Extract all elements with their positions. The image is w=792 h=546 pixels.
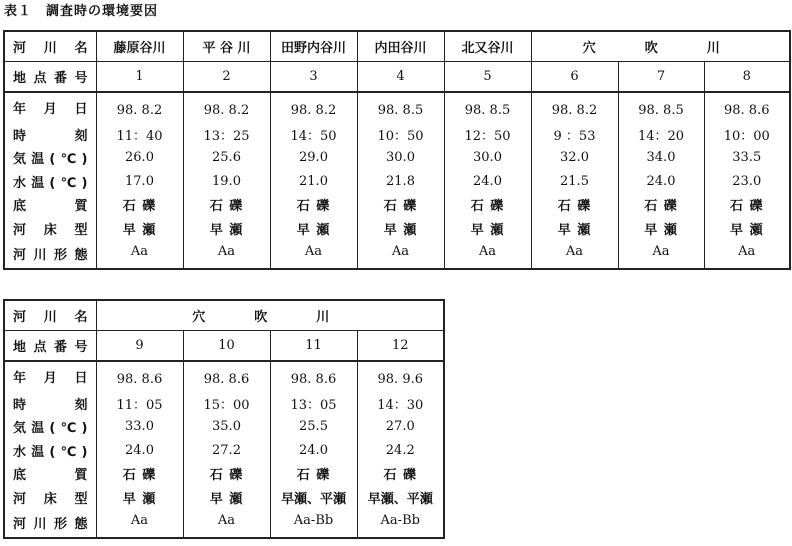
river-cell: 田野内谷川 bbox=[270, 31, 357, 62]
time-cell: 10：00 bbox=[704, 123, 790, 147]
date-row bbox=[4, 92, 790, 123]
form-row bbox=[4, 509, 444, 538]
date-cell: 98. 8.6 bbox=[704, 92, 790, 123]
bed-type-cell: 早 瀬 bbox=[704, 217, 790, 241]
form-cell: Aa bbox=[96, 509, 183, 538]
water-temp-cell: 24.0 bbox=[270, 439, 357, 463]
substrate-cell: 石 礫 bbox=[270, 193, 357, 217]
time-cell: 14：20 bbox=[618, 123, 704, 147]
time-row bbox=[4, 123, 790, 147]
row-label-river: 河川名 bbox=[4, 31, 96, 62]
air-temp-cell: 32.0 bbox=[531, 146, 618, 170]
date-cell: 98. 8.2 bbox=[531, 92, 618, 123]
substrate-cell: 石 礫 bbox=[618, 193, 704, 217]
row-label-site: 地点番号 bbox=[4, 62, 96, 93]
row-label-river: 河川名 bbox=[4, 300, 96, 331]
row-label-air-temp: 気温(℃) bbox=[4, 146, 96, 170]
bed-type-row bbox=[4, 486, 444, 510]
substrate-cell: 石 礫 bbox=[704, 193, 790, 217]
site-cell: 2 bbox=[183, 62, 270, 93]
river-name-row bbox=[4, 300, 444, 331]
row-label-bed-type: 河床型 bbox=[4, 486, 96, 510]
air-temp-cell: 26.0 bbox=[96, 146, 183, 170]
row-label-water-temp: 水温(℃) bbox=[4, 439, 96, 463]
site-cell: 1 bbox=[96, 62, 183, 93]
time-cell: 11：05 bbox=[96, 392, 183, 416]
bed-type-cell: 早瀬、平瀬 bbox=[270, 486, 357, 510]
site-cell: 12 bbox=[357, 331, 444, 362]
site-cell: 6 bbox=[531, 62, 618, 93]
water-temp-cell: 24.0 bbox=[444, 170, 531, 194]
row-label-substrate: 底質 bbox=[4, 193, 96, 217]
time-row bbox=[4, 392, 444, 416]
form-cell: Aa bbox=[357, 240, 444, 269]
site-cell: 4 bbox=[357, 62, 444, 93]
site-cell: 5 bbox=[444, 62, 531, 93]
time-cell: 15：00 bbox=[183, 392, 270, 416]
air-temp-cell: 33.0 bbox=[96, 415, 183, 439]
water-temp-cell: 19.0 bbox=[183, 170, 270, 194]
substrate-cell: 石 礫 bbox=[183, 193, 270, 217]
row-label-date: 年月日 bbox=[4, 361, 96, 392]
air-temp-cell: 25.5 bbox=[270, 415, 357, 439]
air-temp-cell: 35.0 bbox=[183, 415, 270, 439]
form-cell: Aa bbox=[618, 240, 704, 269]
row-label-form: 河川形態 bbox=[4, 240, 96, 269]
bed-type-cell: 早瀬、平瀬 bbox=[357, 486, 444, 510]
form-row bbox=[4, 240, 790, 269]
time-cell: 14：50 bbox=[270, 123, 357, 147]
site-cell: 11 bbox=[270, 331, 357, 362]
bed-type-row bbox=[4, 217, 790, 241]
river-cell-anabuki: 穴 吹 川 bbox=[96, 300, 444, 331]
row-label-date: 年月日 bbox=[4, 92, 96, 123]
bed-type-cell: 早 瀬 bbox=[183, 486, 270, 510]
substrate-cell: 石 礫 bbox=[96, 193, 183, 217]
river-cell: 藤原谷川 bbox=[96, 31, 183, 62]
bed-type-cell: 早 瀬 bbox=[270, 217, 357, 241]
substrate-cell: 石 礫 bbox=[183, 462, 270, 486]
form-cell: Aa bbox=[444, 240, 531, 269]
air-temp-cell: 34.0 bbox=[618, 146, 704, 170]
form-cell: Aa bbox=[183, 509, 270, 538]
site-cell: 7 bbox=[618, 62, 704, 93]
row-label-air-temp: 気温(℃) bbox=[4, 415, 96, 439]
date-cell: 98. 8.2 bbox=[270, 92, 357, 123]
water-temp-row bbox=[4, 439, 444, 463]
river-name-row bbox=[4, 31, 790, 62]
water-temp-cell: 21.5 bbox=[531, 170, 618, 194]
date-cell: 98. 9.6 bbox=[357, 361, 444, 392]
form-cell: Aa bbox=[270, 240, 357, 269]
site-number-row bbox=[4, 331, 444, 362]
time-cell: 9 ：53 bbox=[531, 123, 618, 147]
substrate-cell: 石 礫 bbox=[444, 193, 531, 217]
row-label-time: 時刻 bbox=[4, 392, 96, 416]
water-temp-cell: 24.0 bbox=[96, 439, 183, 463]
row-label-water-temp: 水温(℃) bbox=[4, 170, 96, 194]
bed-type-cell: 早 瀬 bbox=[183, 217, 270, 241]
row-label-substrate: 底質 bbox=[4, 462, 96, 486]
air-temp-row bbox=[4, 415, 444, 439]
environment-table-2 bbox=[3, 299, 445, 539]
form-cell: Aa-Bb bbox=[357, 509, 444, 538]
air-temp-cell: 30.0 bbox=[444, 146, 531, 170]
time-cell: 12：50 bbox=[444, 123, 531, 147]
water-temp-cell: 23.0 bbox=[704, 170, 790, 194]
time-cell: 13：25 bbox=[183, 123, 270, 147]
table-caption: 表１ 調査時の環境要因 bbox=[4, 4, 159, 19]
air-temp-cell: 25.6 bbox=[183, 146, 270, 170]
bed-type-cell: 早 瀬 bbox=[618, 217, 704, 241]
substrate-cell: 石 礫 bbox=[357, 193, 444, 217]
river-cell: 内田谷川 bbox=[357, 31, 444, 62]
water-temp-cell: 21.0 bbox=[270, 170, 357, 194]
bed-type-cell: 早 瀬 bbox=[357, 217, 444, 241]
bed-type-cell: 早 瀬 bbox=[96, 217, 183, 241]
row-label-time: 時刻 bbox=[4, 123, 96, 147]
site-number-row bbox=[4, 62, 790, 93]
row-label-site: 地点番号 bbox=[4, 331, 96, 362]
site-cell: 9 bbox=[96, 331, 183, 362]
form-cell: Aa bbox=[531, 240, 618, 269]
air-temp-cell: 29.0 bbox=[270, 146, 357, 170]
time-cell: 13：05 bbox=[270, 392, 357, 416]
air-temp-row bbox=[4, 146, 790, 170]
environment-table-1 bbox=[3, 30, 791, 270]
date-cell: 98. 8.6 bbox=[183, 361, 270, 392]
date-cell: 98. 8.6 bbox=[96, 361, 183, 392]
bed-type-cell: 早 瀬 bbox=[531, 217, 618, 241]
water-temp-cell: 27.2 bbox=[183, 439, 270, 463]
site-cell: 8 bbox=[704, 62, 790, 93]
water-temp-cell: 24.2 bbox=[357, 439, 444, 463]
substrate-row bbox=[4, 462, 444, 486]
form-cell: Aa bbox=[96, 240, 183, 269]
row-label-bed-type: 河床型 bbox=[4, 217, 96, 241]
water-temp-cell: 21.8 bbox=[357, 170, 444, 194]
date-cell: 98. 8.6 bbox=[270, 361, 357, 392]
time-cell: 14：30 bbox=[357, 392, 444, 416]
air-temp-cell: 30.0 bbox=[357, 146, 444, 170]
water-temp-cell: 17.0 bbox=[96, 170, 183, 194]
water-temp-cell: 24.0 bbox=[618, 170, 704, 194]
date-cell: 98. 8.2 bbox=[96, 92, 183, 123]
river-cell: 北又谷川 bbox=[444, 31, 531, 62]
substrate-cell: 石 礫 bbox=[96, 462, 183, 486]
row-label-form: 河川形態 bbox=[4, 509, 96, 538]
substrate-cell: 石 礫 bbox=[531, 193, 618, 217]
date-cell: 98. 8.5 bbox=[618, 92, 704, 123]
form-cell: Aa bbox=[183, 240, 270, 269]
air-temp-cell: 27.0 bbox=[357, 415, 444, 439]
substrate-cell: 石 礫 bbox=[357, 462, 444, 486]
site-cell: 10 bbox=[183, 331, 270, 362]
time-cell: 11：40 bbox=[96, 123, 183, 147]
date-cell: 98. 8.5 bbox=[444, 92, 531, 123]
bed-type-cell: 早 瀬 bbox=[444, 217, 531, 241]
river-cell-anabuki: 穴 吹 川 bbox=[531, 31, 790, 62]
time-cell: 10：50 bbox=[357, 123, 444, 147]
substrate-row bbox=[4, 193, 790, 217]
date-row bbox=[4, 361, 444, 392]
air-temp-cell: 33.5 bbox=[704, 146, 790, 170]
site-cell: 3 bbox=[270, 62, 357, 93]
bed-type-cell: 早 瀬 bbox=[96, 486, 183, 510]
water-temp-row bbox=[4, 170, 790, 194]
date-cell: 98. 8.5 bbox=[357, 92, 444, 123]
substrate-cell: 石 礫 bbox=[270, 462, 357, 486]
date-cell: 98. 8.2 bbox=[183, 92, 270, 123]
form-cell: Aa-Bb bbox=[270, 509, 357, 538]
river-cell: 平 谷 川 bbox=[183, 31, 270, 62]
form-cell: Aa bbox=[704, 240, 790, 269]
